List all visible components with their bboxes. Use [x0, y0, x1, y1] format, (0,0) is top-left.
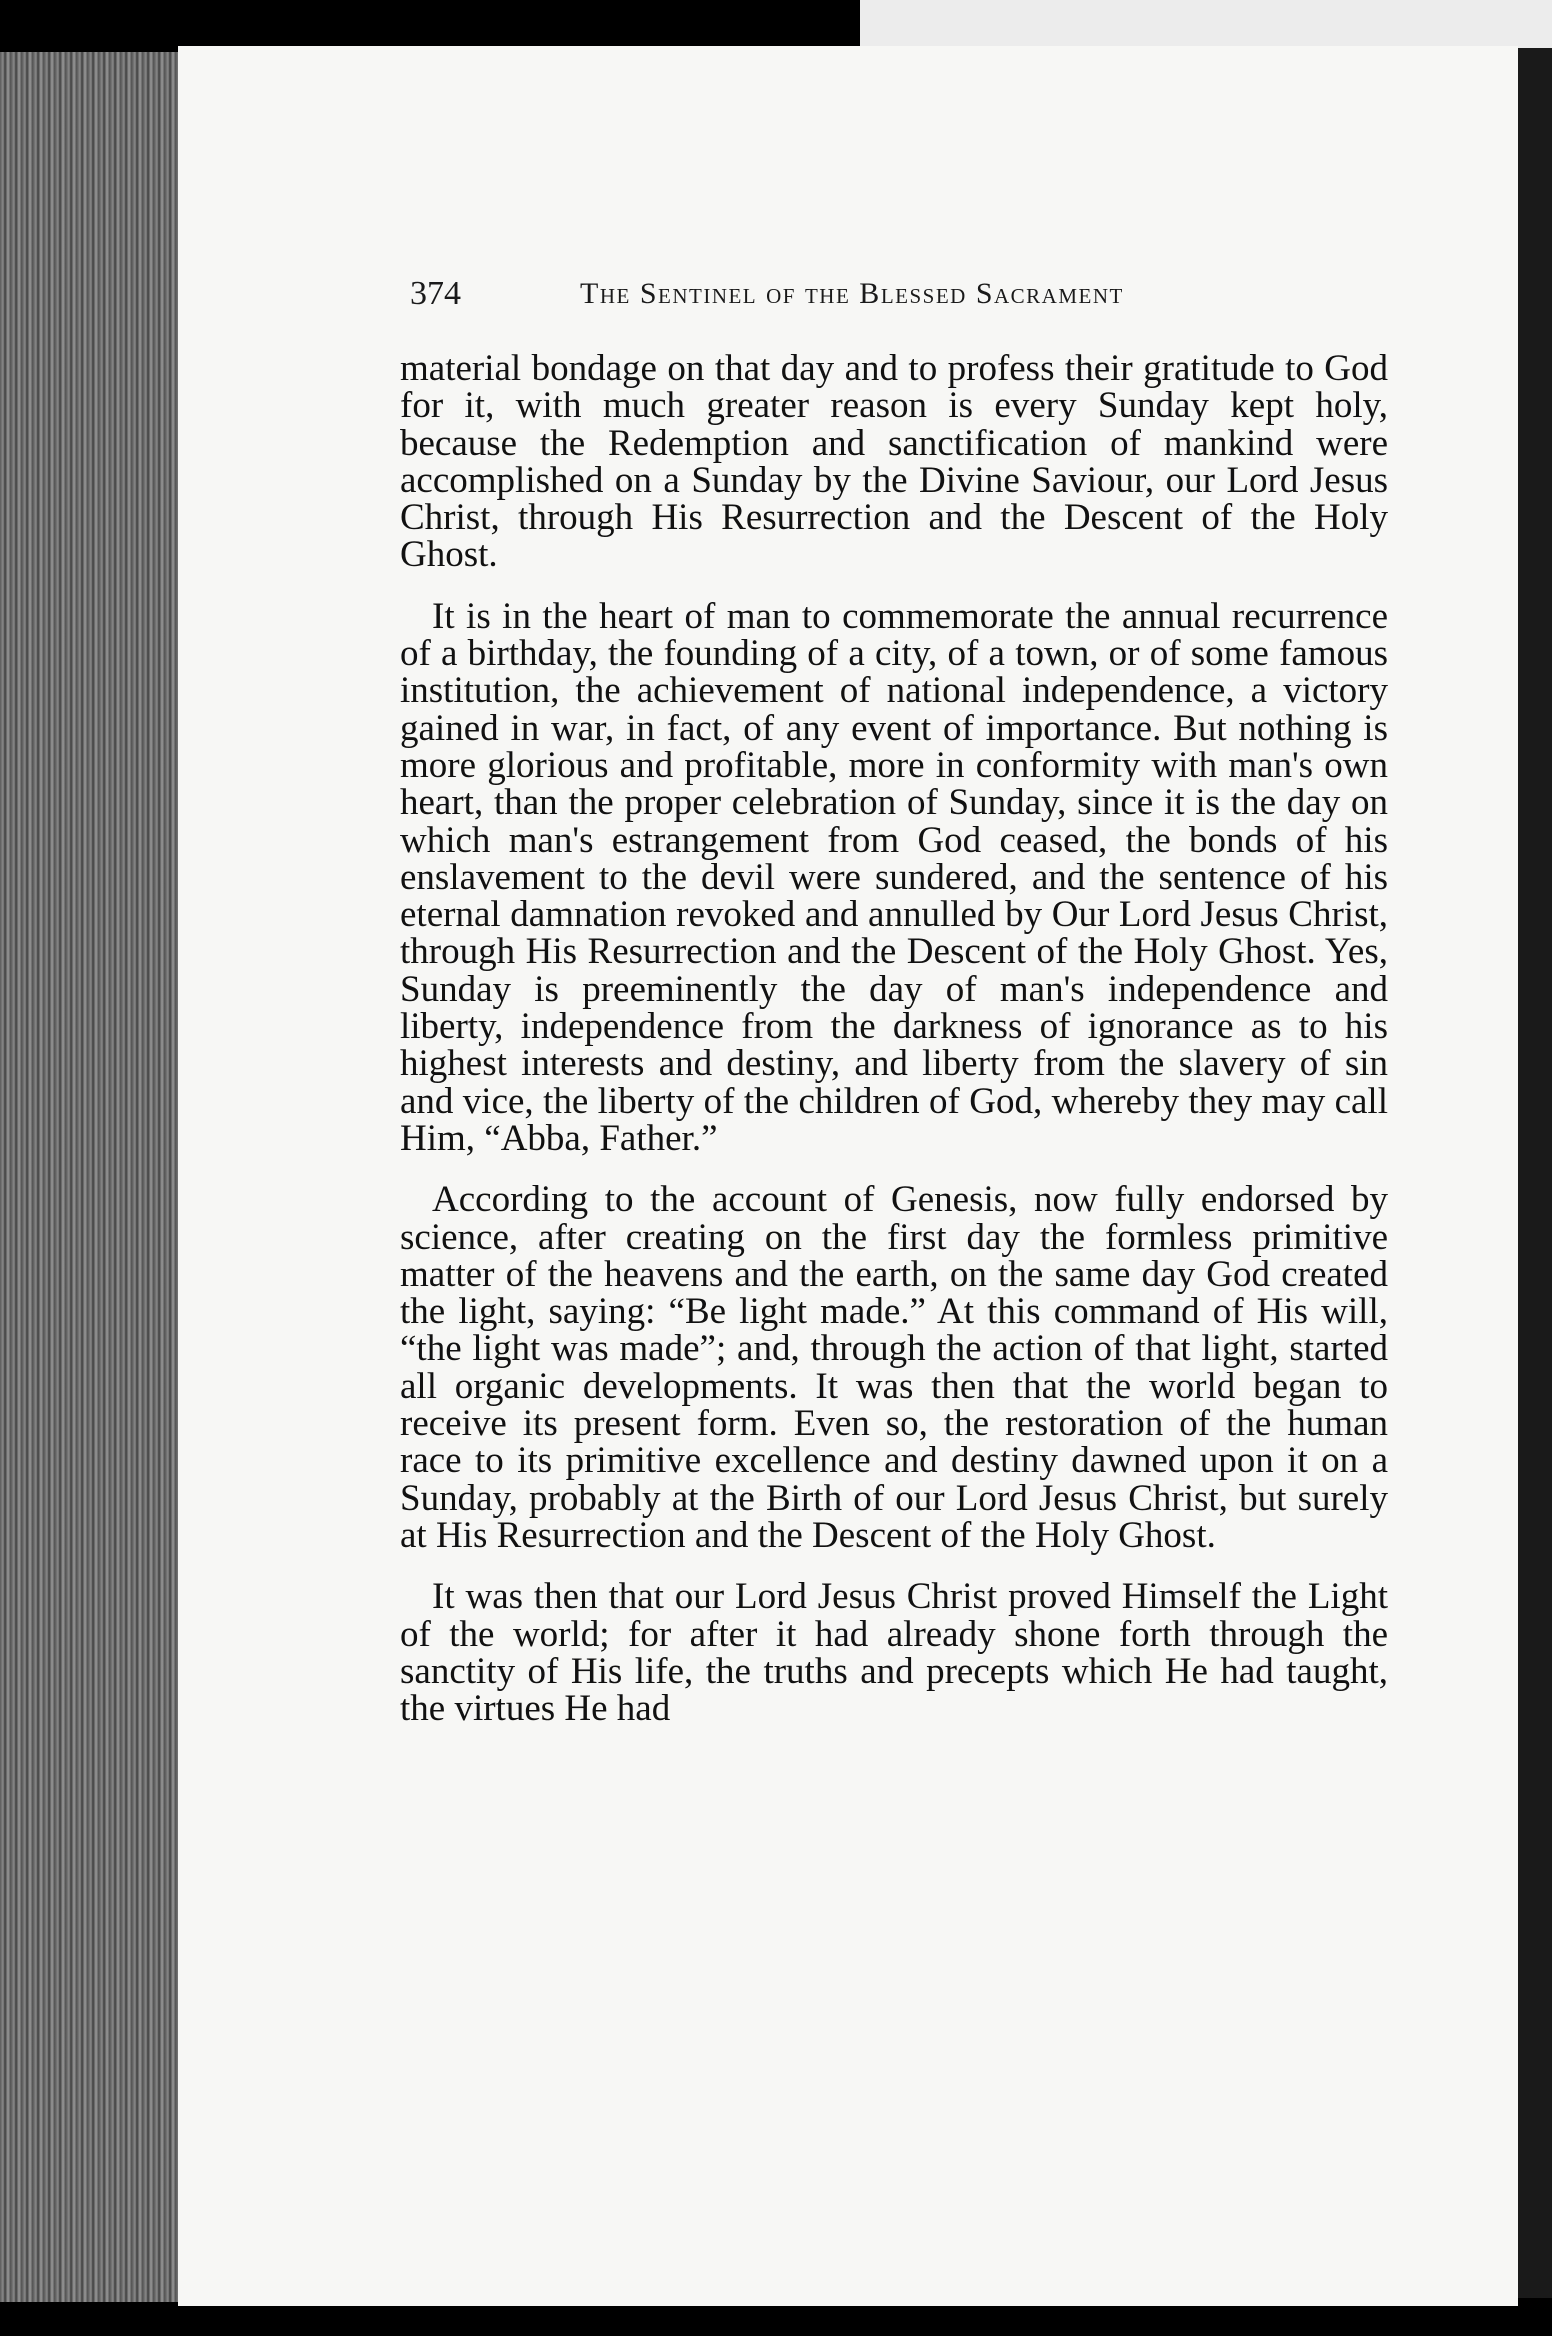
paragraph-2: It is in the heart of man to commemorate the annual recurrence of a birthday, the founding of a city, of a town, or of some famous institution, the achievement of national independence, a victory gained in war, in fact, of any event of importance. But nothing is more glorious and profitable, more in conformity with man's own heart, than the proper celebration of Sunday, since it is the day on which man's estrangement from God ceased, the bonds of his enslavement to the devil were sundered, and the sentence of his eternal damnation revoked and annulled by Our Lord Jesus Christ, through His Resurrection and the Descent of the Holy Ghost. Yes, Sunday is preeminently the day of man's independence and liberty, independence from the darkness of ignorance as to his highest interests and destiny, and liberty from the slavery of sin and vice, the liberty of the children of God, whereby they may call Him, “Abba, Father.”: [400, 595, 1388, 1159]
paragraph-3: According to the account of Genesis, now fully endorsed by science, after creating on the first day the formless primitive matter of the heavens and the earth, on the same day God created the light, saying: “Be light made.” At this command of His will, “the light was made”; and, through the action of that light, started all organic developments. It was then that the world began to receive its present form. Even so, the restoration of the human race to its primitive excellence and destiny dawned upon it on a Sunday, probably at the Birth of our Lord Jesus Christ, but surely at His Resurrection and the Descent of the Holy Ghost.: [400, 1179, 1388, 1556]
paper-tab: [860, 0, 1552, 52]
book-page-edges: [0, 52, 190, 2302]
journal-title: The Sentinel of the Blessed Sacrament: [580, 277, 1124, 310]
paragraph-4: It was then that our Lord Jesus Christ proved Himself the Light of the world; for after it had already shone forth through the sanctity of His life, the truths and precepts which He had taught, the virtues He had: [400, 1576, 1388, 1730]
article-body: [400, 350, 1388, 1751]
page-number: 374: [410, 275, 461, 312]
running-head: [410, 275, 1410, 325]
paragraph-1: material bondage on that day and to profess their gratitude to God for it, with much greater reason is every Sunday kept holy, because the Redemption and sanctification of mankind were accomplished on a Sunday by the Divine Saviour, our Lord Jesus Christ, through His Resurrection and the Descent of the Holy Ghost.: [400, 348, 1388, 576]
facing-page-edge: [1518, 48, 1552, 2298]
